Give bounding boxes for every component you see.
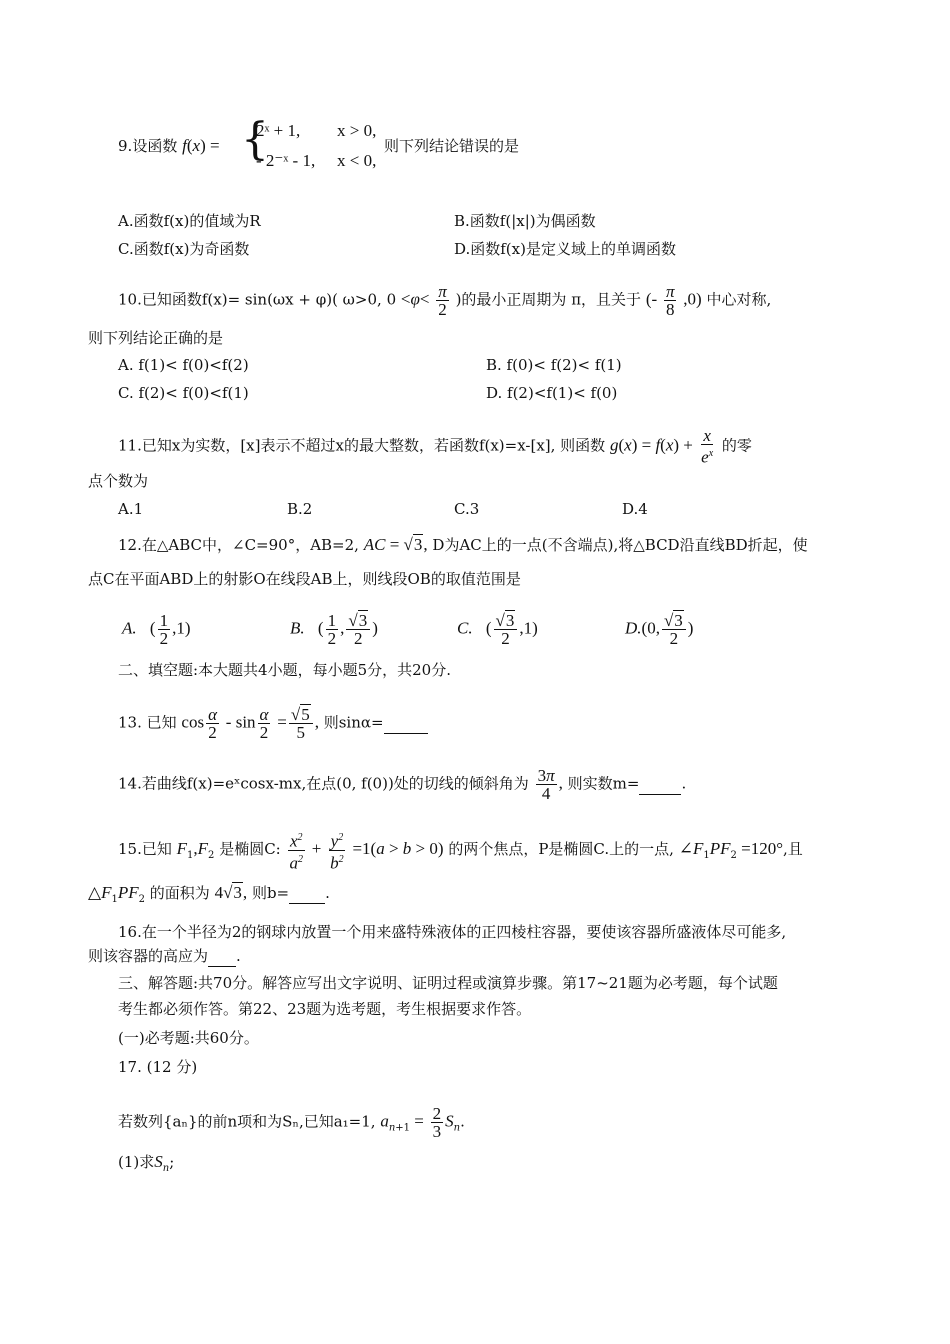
q9-cond1: x > 0,	[337, 121, 377, 140]
section-fill-in-heading: 二、填空题:本大题共4小题，每小题5分，共20分.	[118, 661, 451, 679]
q9-option-c: C.函数f(x)为奇函数	[118, 240, 250, 258]
q10-stem: 10.已知函数f(x)= sin(ωx + φ)( ω>0, 0 <φ< $\frac{\pi}{2}$ )的最小正周期为 π，且关于 (- $\frac{\pi}{8}$ ,0) 中心对称,	[118, 282, 772, 319]
q14-answer-blank	[639, 774, 681, 795]
q9-option-d: D.函数f(x)是定义域上的单调函数	[454, 240, 676, 258]
q13-answer-blank	[384, 713, 428, 734]
section-required-heading: (一)必考题:共60分。	[118, 1029, 259, 1047]
q9-option-a: A.函数f(x)的值域为R	[118, 212, 261, 230]
q10-option-a: A. f(1)< f(0)<f(2)	[118, 356, 249, 374]
q11-option-c: C.3	[454, 500, 480, 518]
q12-option-a: A. ( $\frac{1}{2}$ ,1)	[122, 611, 191, 648]
q12-line2: 点C在平面ABD上的射影O在线段AB上，则线段OB的取值范围是	[88, 570, 521, 588]
q16-line1: 16.在一个半径为2的钢球内放置一个用来盛特殊液体的正四棱柱容器，要使该容器所盛液体尽可能多,	[118, 923, 787, 941]
q14-stem: 14.若曲线f(x)=eˣcosx-mx,在点(0, f(0))处的切线的倾斜角为 $\frac{3\pi}{4}$ , 则实数m= .	[118, 766, 687, 803]
q10-line2: 则下列结论正确的是	[88, 329, 224, 347]
q10-option-b: B. f(0)< f(2)< f(1)	[486, 356, 622, 374]
q9-brace: {	[241, 114, 269, 165]
q9-cond2: x < 0,	[337, 151, 377, 170]
q17-heading: 17. (12 分)	[118, 1058, 198, 1076]
q11-option-d: D.4	[622, 500, 648, 518]
q9-option-b: B.函数f(|x|)为偶函数	[454, 212, 596, 230]
q15-line2: $\triangle F_1PF_2$ 的面积为 4√3, 则b= .	[88, 883, 330, 905]
q16-answer-blank	[208, 946, 236, 967]
q15-answer-blank	[289, 883, 325, 904]
q9-stem: 9.设函数 f(x) =	[118, 136, 220, 155]
q13-stem: 13. 已知 cos $\frac{\alpha}{2}$ - sin $\frac{\alpha}{2}$ = $\frac{√5}{5}$ , 则sinα=	[118, 706, 428, 741]
q12-option-b: B. ( $\frac{1}{2}$ , $\frac{√3}{2}$ )	[290, 611, 378, 648]
q9-tail: 则下列结论错误的是	[384, 137, 520, 155]
q9-case2: - 2⁻ˣ - 1,	[256, 151, 316, 170]
section-solution-line1: 三、解答题:共70分。解答应写出文字说明、证明过程或演算步骤。第17~21题为必考题，每个试题	[118, 974, 778, 992]
q10-option-c: C. f(2)< f(0)<f(1)	[118, 384, 249, 402]
q15-stem: 15.已知 $F_1,F_2$ 是椭圆C: $\frac{x^2}{a^2}$ + $\frac{y^2}{b^2}$ =1(a > b > 0) 的两个焦点，P是椭圆C.上的一点, $\angle F_1PF_2 =120^\circ$,且	[118, 829, 803, 871]
q11-option-a: A.1	[118, 500, 144, 518]
q17-part1: (1)求$S_n$;	[118, 1152, 175, 1174]
q16-line2: 则该容器的高应为 .	[88, 947, 241, 965]
section-solution-line2: 考生都必须作答。第22、23题为选考题，考生根据要求作答。	[118, 1000, 532, 1018]
q11-line2: 点个数为	[88, 472, 149, 490]
q12-option-c: C. ( $\frac{√3}{2}$ ,1)	[457, 611, 538, 648]
q12-stem: 12.在△ABC中，∠C=90°，AB=2, AC = √3, D为AC上的一点(不含端点),将△BCD沿直线BD折起，使	[118, 535, 808, 554]
q10-option-d: D. f(2)<f(1)< f(0)	[486, 384, 618, 402]
q9-case1: 2ˣ + 1,	[256, 121, 301, 140]
q17-stem: 若数列{aₙ}的前n项和为Sₙ,已知a₁=1, $a_{n+1}$ = $\frac{2}{3}$ $S_n$.	[118, 1104, 465, 1141]
q11-stem: 11.已知x为实数，[x]表示不超过x的最大整数，若函数f(x)=x-[x], 则函数 g(x) = f(x) + $\frac{x}{e^x}$ 的零	[118, 426, 752, 467]
q12-option-d: D.(0, $\frac{√3}{2}$ )	[625, 611, 694, 648]
q11-option-b: B.2	[287, 500, 313, 518]
